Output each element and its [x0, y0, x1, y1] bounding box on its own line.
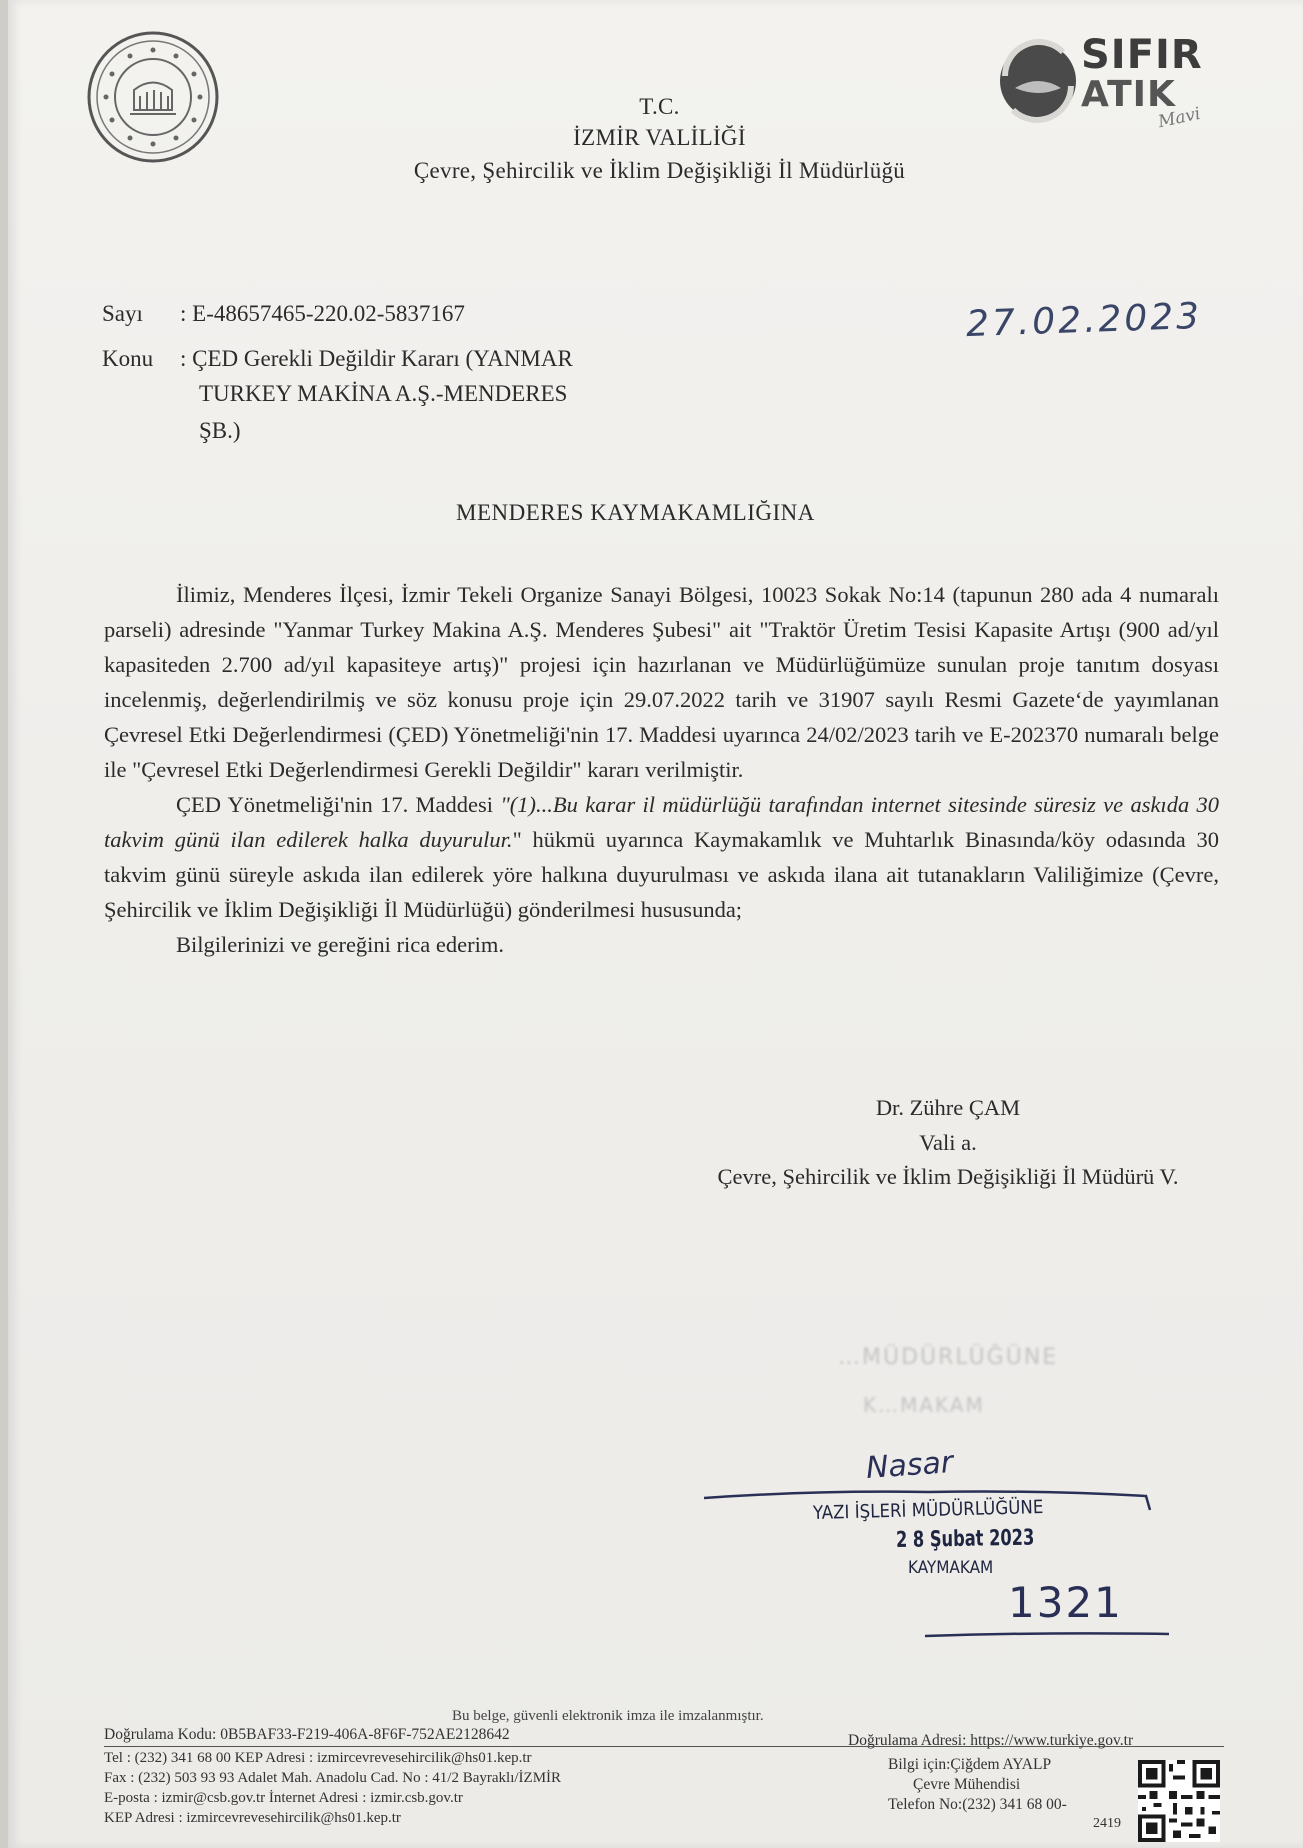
- header-tc: T.C.: [639, 94, 680, 119]
- handwritten-number: 1321: [1008, 1578, 1123, 1627]
- faded-stamp-line-2: K…MAKAM: [863, 1393, 985, 1417]
- signer-title-2: Çevre, Şehircilik ve İklim Değişikliği İl Müdürü V.: [717, 1164, 1179, 1189]
- verification-code: Doğrulama Kodu: 0B5BAF33-F219-406A-8F6F-752AE2128642: [104, 1726, 510, 1743]
- faded-stamp-line-1: …MÜDÜRLÜĞÜNE: [838, 1345, 1059, 1370]
- sayi-label: Sayı: [102, 301, 143, 326]
- contact-email: E-posta : izmir@csb.gov.tr İnternet Adresi : izmir.csb.gov.tr: [104, 1790, 463, 1806]
- body-paragraph-1: İlimiz, Menderes İlçesi, İzmir Tekeli Organize Sanayi Bölgesi, 10023 Sokak No:14 (tapunun 280 ada 4 numaralı parseli) adresinde "Yanmar Turkey Makina A.Ş. Menderes Şubesi" ait "Traktör Üretim Tesisi Kapasite Artışı (900 ad/yıl kapasiteden 2.700 ad/yıl kapasiteye artış)" projesi için hazırlanan ve Müdürlüğümüze sunulan proje tanıtım dosyası incelenmiş, değerlendirilmiş ve söz konusu proje için 29.07.2022 tarih ve 31907 sayılı Resmi Gazete‘de yayımlanan Çevresel Etki Değerlendirmesi (ÇED) Yönetmeliği'nin 17. Maddesi uyarınca 24/02/2023 tarih ve E-202370 numaralı belge ile "Çevresel Etki Değerlendirmesi Gerekli Değildir" kararı verilmiştir.: [104, 582, 1219, 782]
- esign-notice: Bu belge, güvenli elektronik imza ile imzalanmıştır.: [452, 1708, 764, 1724]
- logo-text-sifir: SIFIR: [1081, 32, 1203, 78]
- konu-line-2: TURKEY MAKİNA A.Ş.-MENDERES: [199, 381, 568, 406]
- konu-line-3: ŞB.): [199, 418, 241, 443]
- zero-waste-logo-icon: [993, 28, 1223, 138]
- handwritten-date: 27.02.2023: [965, 295, 1203, 346]
- document-page: [8, 0, 1303, 1848]
- header-directorate: Çevre, Şehircilik ve İklim Değişikliği İl Müdürlüğü: [413, 158, 906, 183]
- contact-fax: Fax : (232) 503 93 93 Adalet Mah. Anadolu Cad. No : 41/2 Bayraklı/İZMİR: [104, 1770, 562, 1786]
- verification-address: Doğrulama Adresi: https://www.turkiye.gov.tr: [848, 1732, 1134, 1749]
- contact-tel: Tel : (232) 341 68 00 KEP Adresi : izmircevrevesehircilik@hs01.kep.tr: [104, 1750, 532, 1766]
- stamp-date: 2 8 Şubat 2023: [895, 1525, 1035, 1553]
- konu-line-1: : ÇED Gerekli Değildir Kararı (YANMAR: [180, 346, 573, 371]
- handwritten-initials: Nasar: [864, 1445, 955, 1486]
- sayi-value: : E-48657465-220.02-5837167: [180, 301, 465, 326]
- body-paragraph-3: Bilgilerinizi ve gereğini rica ederim.: [176, 932, 504, 957]
- footer-divider: [104, 1746, 1224, 1747]
- body-p2-start: ÇED Yönetmeliği'nin 17. Maddesi: [176, 792, 501, 817]
- logo-text-atik: ATIK: [1081, 74, 1176, 115]
- stamp-line-1: YAZI İŞLERİ MÜDÜRLÜĞÜNE: [812, 1496, 1044, 1525]
- info-contact: Bilgi için:Çiğdem AYALP: [888, 1756, 1052, 1773]
- contact-kep: KEP Adresi : izmircevrevesehircilik@hs01.kep.tr: [104, 1810, 401, 1826]
- header-governorship: İZMİR VALİLİĞİ: [573, 125, 746, 150]
- info-phone-ext: 2419: [1093, 1816, 1121, 1831]
- body-paragraph-2: [104, 787, 1219, 927]
- body-p2-quote: "(1)...Bu karar il müdürlüğü tarafından internet sitesinde süresiz ve askıda 30 takvim günü ilan edilerek halka duyurulur.: [104, 792, 1220, 852]
- info-phone: Telefon No:(232) 341 68 00-: [888, 1796, 1067, 1813]
- stamp-line-3: KAYMAKAM: [908, 1558, 994, 1578]
- number-underline: [923, 1628, 1173, 1642]
- signer-title-1: Vali a.: [919, 1130, 977, 1155]
- info-title: Çevre Mühendisi: [913, 1776, 1021, 1793]
- logo-text-mavi: Mavi: [1156, 103, 1203, 133]
- signer-name: Dr. Zühre ÇAM: [875, 1095, 1021, 1120]
- konu-label: Konu: [102, 346, 154, 371]
- letter-body: [104, 577, 1219, 962]
- recipient: MENDERES KAYMAKAMLIĞINA: [456, 500, 815, 525]
- qr-code-icon: [1138, 1760, 1220, 1842]
- body-p2-end: " hükmü uyarınca Kaymakamlık ve Muhtarlık Binasında/köy odasında 30 takvim günü süreyle askıda ilan edilerek yöre halkına duyurulması ve askıda ilana ait tutanakların Valiliğimize (Çevre, Şehircilik ve İklim Değişikliği İl Müdürlüğü) gönderilmesi hususunda;: [104, 827, 1219, 922]
